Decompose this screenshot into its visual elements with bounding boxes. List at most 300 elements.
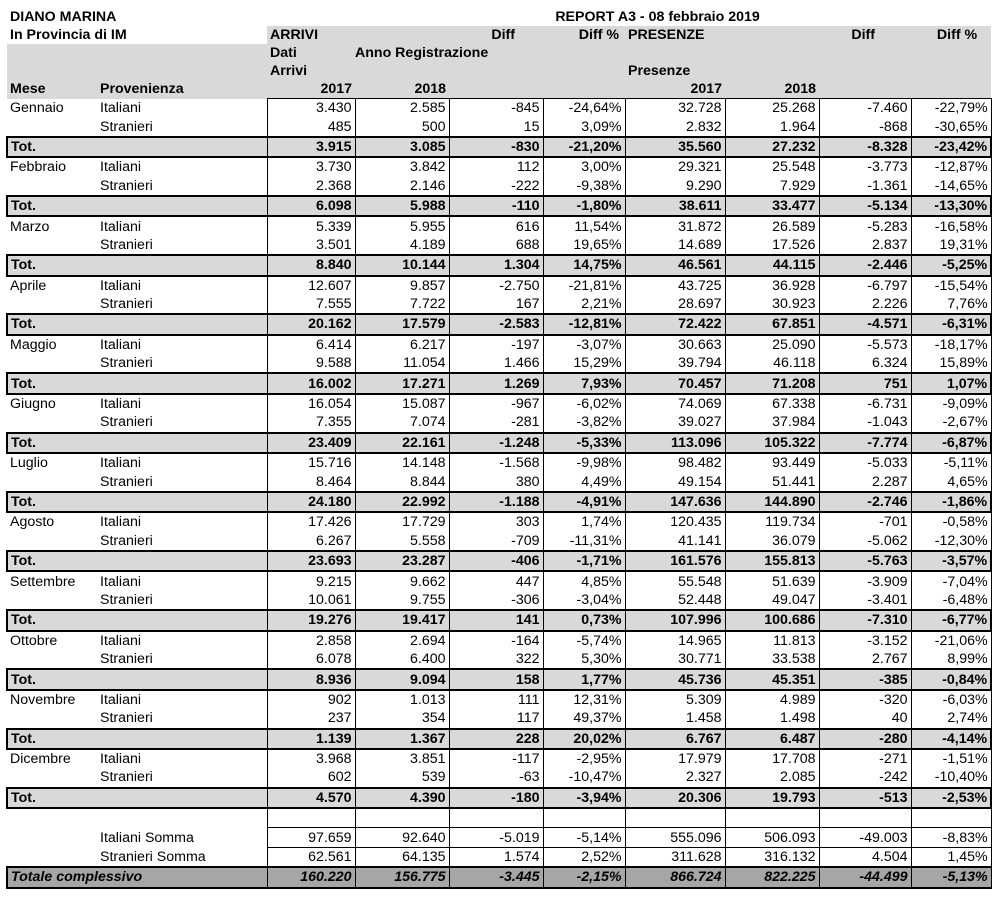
value-cell: 117 [449,709,543,728]
value-cell: 67.338 [725,394,819,413]
value-cell: -868 [819,117,911,136]
total-label: Tot. [7,196,97,216]
value-cell: 51.639 [725,571,819,590]
provenienza-label: Provenienza [97,80,267,99]
total-value-cell: 8.840 [267,255,355,275]
value-cell: 6.400 [355,650,449,669]
total-value-cell: 1.269 [449,373,543,393]
value-cell: -21,81% [543,276,625,295]
total-row [7,551,991,571]
total-value-cell: -1.188 [449,492,543,512]
value-cell: 3.968 [267,749,355,768]
value-cell: 36.928 [725,276,819,295]
value-cell: 17.526 [725,236,819,255]
value-cell: 2,21% [543,295,625,314]
total-value-cell: -1,80% [543,196,625,216]
total-value-cell: 23.693 [267,551,355,571]
total-value-cell: -4.571 [819,314,911,334]
provenienza-cell: Stranieri [100,532,153,549]
value-cell: 15,89% [911,354,991,373]
total-value-cell: 4.390 [355,788,449,808]
total-value-cell: 6.767 [625,729,725,749]
total-value-cell: -280 [819,729,911,749]
value-cell: 98.482 [625,453,725,472]
total-value-cell: 228 [449,729,543,749]
value-cell: 3,09% [543,117,625,136]
header-row-2 [7,26,991,44]
total-value-cell: -0,84% [911,669,991,689]
value-cell: 4,65% [911,472,991,491]
table-row [7,709,991,728]
value-cell: -6.731 [819,394,911,413]
total-value-cell: 19.793 [725,788,819,808]
total-value-cell: 71.208 [725,373,819,393]
sum-spacer [7,847,97,867]
total-value-cell: 1.304 [449,255,543,275]
table-row [7,591,991,610]
total-value-cell: 45.736 [625,669,725,689]
total-spacer [97,729,267,749]
total-value-cell: 23.287 [355,551,449,571]
value-cell: 2.767 [819,650,911,669]
total-value-cell: 155.813 [725,551,819,571]
total-spacer [97,669,267,689]
provenienza-cell: Stranieri [100,769,153,786]
value-cell: 55.548 [625,571,725,590]
value-cell: 2.858 [267,631,355,650]
table-row [7,394,991,413]
value-cell: 12.607 [267,276,355,295]
provenienza-cell: Italiani [100,455,142,472]
total-value-cell: 113.096 [625,433,725,453]
total-label: Tot. [7,610,97,630]
value-cell: -967 [449,394,543,413]
header-row-1 [7,8,991,26]
total-label: Tot. [7,137,97,157]
total-row [7,314,991,334]
value-cell: -1.043 [819,413,911,432]
value-cell: 688 [449,236,543,255]
table-row [7,453,991,472]
total-value-cell: -1,86% [911,492,991,512]
total-value-cell: 19.276 [267,610,355,630]
value-cell: 2.327 [625,768,725,787]
total-value-cell: 105.322 [725,433,819,453]
subtitle-left: In Provincia di IM [10,27,127,43]
value-cell: 5.339 [267,216,355,235]
sum-value-cell: 4.504 [819,847,911,867]
total-value-cell: 144.890 [725,492,819,512]
total-value-cell: -5,33% [543,433,625,453]
total-value-cell: 3.915 [267,137,355,157]
provenienza-cell: Stranieri [100,355,153,372]
provenienza-cell: Stranieri [100,591,153,608]
month-cell: Febbraio [10,159,66,176]
value-cell: -3,07% [543,335,625,354]
value-cell: -6,02% [543,394,625,413]
total-spacer [97,196,267,216]
month-cell [7,472,97,491]
value-cell: 49.154 [625,472,725,491]
total-label: Tot. [7,314,97,334]
total-value-cell: 100.686 [725,610,819,630]
gap-cell [543,808,625,828]
value-cell: -0,58% [911,512,991,531]
table-row [7,650,991,669]
value-cell: -16,58% [911,216,991,235]
value-cell: 40 [819,709,911,728]
total-value-cell: 6.487 [725,729,819,749]
sum-value-cell: 64.135 [355,847,449,867]
value-cell: 3.842 [355,157,449,176]
month-cell: Maggio [10,336,57,353]
sum-value-cell: 1.574 [449,847,543,867]
provenienza-cell: Stranieri [100,414,153,431]
value-cell: -242 [819,768,911,787]
value-cell: 120.435 [625,512,725,531]
total-value-cell: 1.139 [267,729,355,749]
sum-spacer [7,828,97,847]
provenienza-cell: Stranieri [100,177,153,194]
value-cell: 52.448 [625,591,725,610]
value-cell: -281 [449,413,543,432]
value-cell: 49,37% [543,709,625,728]
value-cell: 17.426 [267,512,355,531]
provenienza-cell: Italiani [100,514,142,531]
total-row [7,255,991,275]
table-row [7,177,991,196]
total-value-cell: -5,25% [911,255,991,275]
value-cell: -3.909 [819,571,911,590]
value-cell: 6.078 [267,650,355,669]
value-cell: 93.449 [725,453,819,472]
total-value-cell: 5.988 [355,196,449,216]
value-cell: -197 [449,335,543,354]
total-value-cell: 7,93% [543,373,625,393]
gap-cell [7,808,97,828]
sum-label: Stranieri Somma [100,848,206,865]
table-row [7,157,991,176]
value-cell: 15.087 [355,394,449,413]
total-value-cell: 9.094 [355,669,449,689]
value-cell: -10,47% [543,768,625,787]
arrivi-sub-label: Arrivi [267,62,355,80]
month-cell [7,650,97,669]
total-value-cell: 8.936 [267,669,355,689]
total-label: Tot. [7,255,97,275]
report-table-container [6,8,996,889]
total-value-cell: -1.248 [449,433,543,453]
total-row [7,137,991,157]
total-value-cell: -2.583 [449,314,543,334]
value-cell: 32.728 [625,99,725,118]
total-value-cell: 22.992 [355,492,449,512]
value-cell: 5.955 [355,216,449,235]
provenienza-cell: Stranieri [100,473,153,490]
month-cell [7,591,97,610]
value-cell: 39.794 [625,354,725,373]
value-cell: -2.750 [449,276,543,295]
value-cell: 303 [449,512,543,531]
table-row [7,295,991,314]
value-cell: 3.730 [267,157,355,176]
value-cell: 36.079 [725,532,819,551]
total-spacer [97,610,267,630]
value-cell: 6.267 [267,532,355,551]
value-cell: 1,74% [543,512,625,531]
value-cell: -701 [819,512,911,531]
value-cell: -6.797 [819,276,911,295]
total-value-cell: 38.611 [625,196,725,216]
provenienza-cell: Stranieri [100,236,153,253]
value-cell: 602 [267,768,355,787]
value-cell: -3,82% [543,413,625,432]
total-value-cell: -13,30% [911,196,991,216]
value-cell: 111 [449,690,543,709]
value-cell: 14.689 [625,236,725,255]
value-cell: 14.965 [625,631,725,650]
value-cell: -5.062 [819,532,911,551]
total-value-cell: -3,57% [911,551,991,571]
month-cell: Ottobre [10,632,58,649]
total-value-cell: 3.085 [355,137,449,157]
gap-cell [911,808,991,828]
value-cell: 19,65% [543,236,625,255]
value-cell: 15.716 [267,453,355,472]
provenienza-cell: Italiani [100,632,142,649]
value-cell: -117 [449,749,543,768]
total-value-cell: -2.446 [819,255,911,275]
value-cell: 43.725 [625,276,725,295]
value-cell: 3.501 [267,236,355,255]
total-value-cell: 45.351 [725,669,819,689]
value-cell: 2.368 [267,177,355,196]
value-cell: 6.324 [819,354,911,373]
sum-label: Italiani Somma [100,829,194,846]
value-cell: -7.460 [819,99,911,118]
total-value-cell: 141 [449,610,543,630]
value-cell: 616 [449,216,543,235]
grand-total-row [7,867,991,887]
table-row [7,571,991,590]
value-cell: 447 [449,571,543,590]
table-row [7,749,991,768]
total-value-cell: -5.763 [819,551,911,571]
year-2017-label: 2017 [267,80,355,99]
total-value-cell: 1,07% [911,373,991,393]
sum-value-cell: 311.628 [625,847,725,867]
table-row [7,631,991,650]
total-label: Tot. [7,669,97,689]
table-row [7,413,991,432]
month-cell [7,177,97,196]
value-cell: 3,00% [543,157,625,176]
value-cell: -1.361 [819,177,911,196]
value-cell: 7.074 [355,413,449,432]
month-cell [7,295,97,314]
total-value-cell: 14,75% [543,255,625,275]
value-cell: 7,76% [911,295,991,314]
sum-value-cell: 555.096 [625,828,725,847]
provenienza-cell: Stranieri [100,296,153,313]
total-row [7,729,991,749]
value-cell: -9,09% [911,394,991,413]
total-label: Tot. [7,551,97,571]
table-row [7,472,991,491]
value-cell: 3.851 [355,749,449,768]
value-cell: 9.290 [625,177,725,196]
value-cell: 5,30% [543,650,625,669]
total-value-cell: -513 [819,788,911,808]
value-cell: -12,30% [911,532,991,551]
value-cell: -9,98% [543,453,625,472]
value-cell: 11.054 [355,354,449,373]
value-cell: 9.588 [267,354,355,373]
value-cell: 2.146 [355,177,449,196]
value-cell: 119.734 [725,512,819,531]
value-cell: -5.573 [819,335,911,354]
month-cell [7,354,97,373]
value-cell: 17.729 [355,512,449,531]
total-value-cell: -406 [449,551,543,571]
total-value-cell: -1,71% [543,551,625,571]
total-value-cell: 46.561 [625,255,725,275]
sum-value-cell: 316.132 [725,847,819,867]
value-cell: 1.458 [625,709,725,728]
value-cell: -5.283 [819,216,911,235]
gap-cell [267,808,355,828]
month-cell: Settembre [10,573,76,590]
value-cell: 11.813 [725,631,819,650]
value-cell: 25.548 [725,157,819,176]
value-cell: 29.321 [625,157,725,176]
value-cell: 49.047 [725,591,819,610]
gap-cell [625,808,725,828]
total-value-cell: 107.996 [625,610,725,630]
total-value-cell: 33.477 [725,196,819,216]
total-row [7,492,991,512]
diff-pct-heading: Diff % [543,26,625,44]
report-title: REPORT A3 - 08 febbraio 2019 [555,9,760,25]
value-cell: 9.857 [355,276,449,295]
total-row [7,373,991,393]
value-cell: 2.585 [355,99,449,118]
year-2018-label: 2018 [355,80,449,99]
value-cell: 112 [449,157,543,176]
total-spacer [97,492,267,512]
table-row [7,354,991,373]
value-cell: -271 [819,749,911,768]
value-cell: 2.226 [819,295,911,314]
diff-heading: Diff [449,26,543,44]
total-value-cell: 27.232 [725,137,819,157]
total-value-cell: -7.774 [819,433,911,453]
value-cell: -24,64% [543,99,625,118]
month-cell [7,768,97,787]
total-value-cell: 10.144 [355,255,449,275]
value-cell: -7,04% [911,571,991,590]
total-value-cell: -6,77% [911,610,991,630]
total-value-cell: -6,31% [911,314,991,334]
provenienza-cell: Italiani [100,336,142,353]
gap-row [7,808,991,828]
sum-row [7,847,991,867]
provenienza-cell: Italiani [100,218,142,235]
total-value-cell: 20.162 [267,314,355,334]
value-cell: -9,38% [543,177,625,196]
value-cell: -3.773 [819,157,911,176]
value-cell: 16.054 [267,394,355,413]
total-value-cell: -6,87% [911,433,991,453]
value-cell: 14.148 [355,453,449,472]
gap-cell [819,808,911,828]
total-value-cell: 1,77% [543,669,625,689]
month-cell: Giugno [10,396,56,413]
value-cell: 380 [449,472,543,491]
sum-value-cell: -8,83% [911,828,991,847]
sum-value-cell: 506.093 [725,828,819,847]
value-cell: -6,48% [911,591,991,610]
sum-value-cell: 97.659 [267,828,355,847]
value-cell: -709 [449,532,543,551]
value-cell: 7.929 [725,177,819,196]
provenienza-cell: Stranieri [100,118,153,135]
total-value-cell: 72.422 [625,314,725,334]
value-cell: -30,65% [911,117,991,136]
value-cell: 10.061 [267,591,355,610]
total-value-cell: 16.002 [267,373,355,393]
value-cell: 17.979 [625,749,725,768]
value-cell: 237 [267,709,355,728]
month-cell [7,117,97,136]
grand-total-value-cell: 822.225 [725,867,819,887]
total-row [7,788,991,808]
provenienza-cell: Italiani [100,277,142,294]
sum-value-cell: 2,52% [543,847,625,867]
value-cell: -14,65% [911,177,991,196]
gap-cell [97,808,267,828]
mese-label: Mese [7,80,97,99]
provenienza-cell: Italiani [100,691,142,708]
total-value-cell: 67.851 [725,314,819,334]
value-cell: -10,40% [911,768,991,787]
presenze-sub-label: Presenze [625,62,725,80]
header-row-3 [7,44,991,62]
value-cell: 1.013 [355,690,449,709]
table-row [7,690,991,709]
value-cell: 7.722 [355,295,449,314]
value-cell: -5.033 [819,453,911,472]
value-cell: 4.189 [355,236,449,255]
total-value-cell: 751 [819,373,911,393]
month-cell: Novembre [10,691,76,708]
total-value-cell: -830 [449,137,543,157]
value-cell: 9.755 [355,591,449,610]
total-value-cell: 6.098 [267,196,355,216]
total-label: Tot. [7,492,97,512]
value-cell: 33.538 [725,650,819,669]
total-value-cell: 24.180 [267,492,355,512]
total-value-cell: 17.579 [355,314,449,334]
value-cell: -5,11% [911,453,991,472]
month-cell [7,709,97,728]
value-cell: 31.872 [625,216,725,235]
total-spacer [97,255,267,275]
grand-total-value-cell: -44.499 [819,867,911,887]
table-row [7,216,991,235]
total-row [7,669,991,689]
total-value-cell: -2,53% [911,788,991,808]
